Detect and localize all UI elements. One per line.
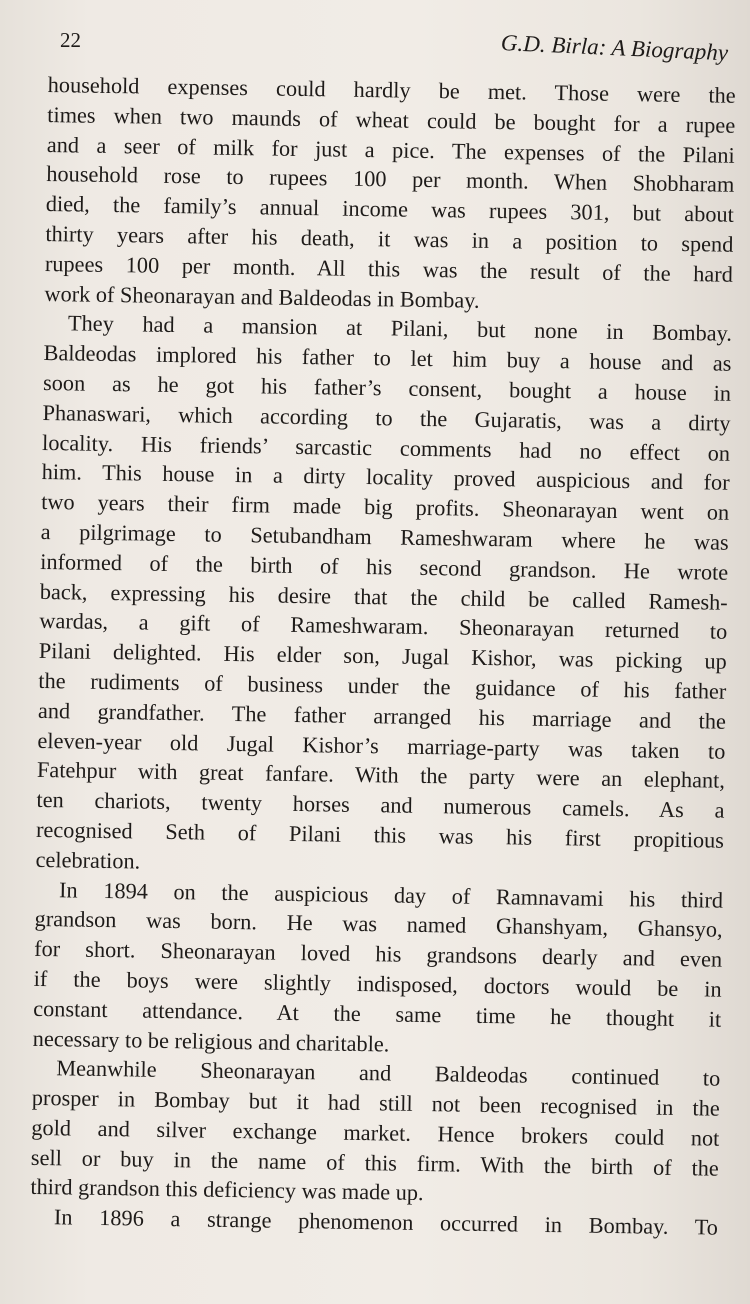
- text-line: Pilani delighted. His elder son, Jugal Kishor, was picking up: [38, 638, 727, 674]
- text-line: necessary to be religious and charitable.: [32, 1025, 390, 1056]
- text-line: sell or buy in the name of this firm. With the birth of the: [30, 1144, 720, 1181]
- page-number: 22: [60, 28, 81, 52]
- text-line: constant attendance. At the same time he thought it: [33, 995, 722, 1032]
- text-line: and a seer of milk for just a pice. The expenses of the Pilani: [46, 131, 735, 168]
- text-line: thirty years after his death, it was in a position to spend: [45, 220, 734, 257]
- text-line: back, expressing his desire that the child be called Ramesh-: [39, 578, 728, 615]
- text-line: for short. Sheonarayan loved his grandsons dearly and even: [34, 936, 723, 972]
- text-line: In 1894 on the auspicious day of Ramnavami his third: [58, 876, 724, 913]
- text-line: a pilgrimage to Setubandham Rameshwaram where he was: [40, 518, 729, 555]
- text-line: Fatehpur with great fanfare. With the party were an elephant,: [36, 757, 726, 794]
- text-line: wardas, a gift of Rameshwaram. Sheonarayan returned to: [39, 608, 728, 645]
- text-line: celebration.: [35, 846, 141, 874]
- text-line: Meanwhile Sheonarayan and Baldeodas continued to: [56, 1055, 721, 1091]
- text-line: two years their firm made big profits. Sheonarayan went on: [41, 489, 730, 525]
- text-line: household rose to rupees 100 per month. When Shobharam: [46, 161, 735, 198]
- text-line: locality. His friends’ sarcastic comments had no effect on: [41, 429, 731, 466]
- text-line: the rudiments of business under the guidance of his father: [38, 667, 727, 704]
- text-line: grandson was born. He was named Ghanshyam, Ghansyo,: [34, 906, 723, 943]
- text-line: third grandson this deficiency was made up.: [30, 1174, 424, 1206]
- text-line: eleven-year old Jugal Kishor’s marriage-party was taken to: [37, 727, 726, 764]
- text-line: ten chariots, twenty horses and numerous camels. As a: [36, 787, 725, 823]
- text-line: prosper in Bombay but it had still not been recognised in the: [31, 1084, 720, 1121]
- text-line: They had a mansion at Pilani, but none in Bombay.: [67, 310, 733, 347]
- text-line: Baldeodas implored his father to let him buy a house and as: [43, 340, 732, 376]
- text-line: rupees 100 per month. All this was the result of the hard: [44, 250, 734, 287]
- text-line: household expenses could hardly be met. Those were the: [47, 71, 736, 108]
- text-line: gold and silver exchange market. Hence brokers could not: [31, 1114, 720, 1151]
- body-text: [30, 70, 736, 1243]
- text-line: informed of the birth of his second grandson. He wrote: [40, 548, 729, 585]
- book-title: G.D. Birla: A Biography: [500, 30, 729, 66]
- text-line: work of Sheonarayan and Baldeodas in Bombay.: [44, 280, 480, 313]
- text-line: In 1896 a strange phenomenon occurred in Bombay. To: [53, 1204, 719, 1240]
- text-line: died, the family’s annual income was rupees 301, but about: [45, 191, 735, 227]
- text-line: soon as he got his father’s consent, bought a house in: [42, 369, 732, 406]
- text-line: recognised Seth of Pilani this was his first propitious: [35, 816, 725, 853]
- text-line: Phanaswari, which according to the Gujaratis, was a dirty: [42, 399, 731, 436]
- running-head: [58, 22, 729, 66]
- text-line: him. This house in a dirty locality proved auspicious and for: [41, 459, 730, 496]
- text-line: and grandfather. The father arranged his marriage and the: [37, 697, 727, 734]
- text-line: times when two maunds of wheat could be bought for a rupee: [47, 101, 736, 138]
- text-line: if the boys were slightly indisposed, doctors would be in: [33, 965, 722, 1002]
